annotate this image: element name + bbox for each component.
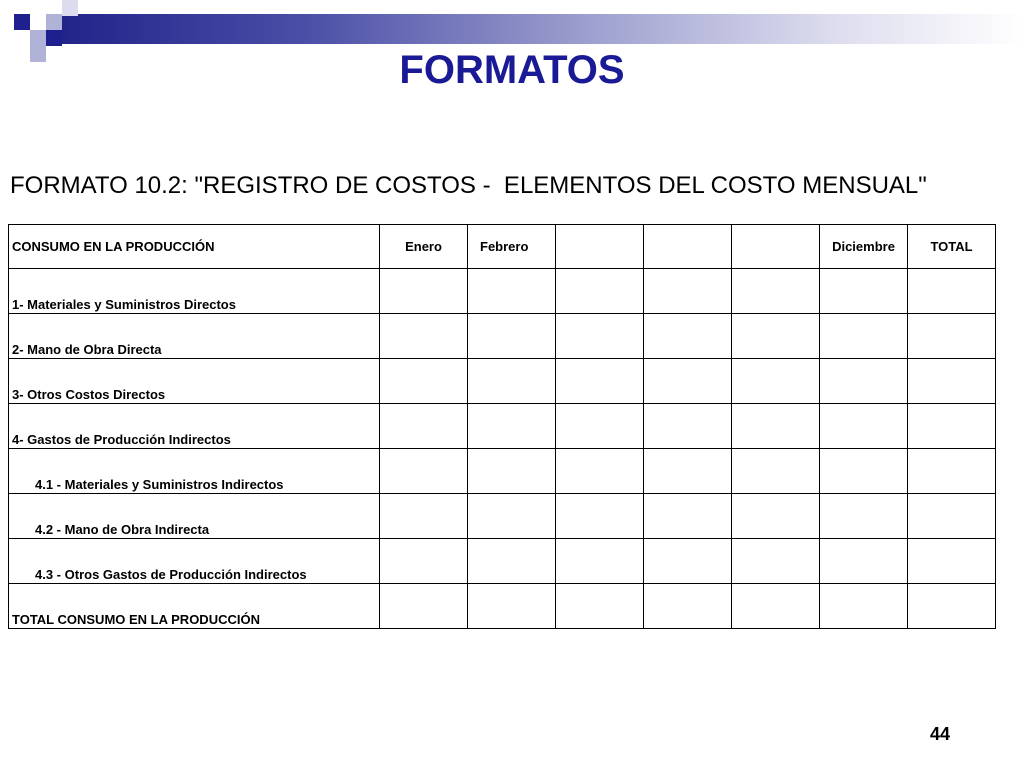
table-row (9, 314, 996, 359)
table-cell (468, 584, 556, 629)
row-label: 4.3 - Otros Gastos de Producción Indirectos (9, 539, 380, 584)
table-cell (468, 404, 556, 449)
table-row (9, 539, 996, 584)
table-cell (820, 404, 908, 449)
table-cell (908, 269, 996, 314)
table-cell (908, 404, 996, 449)
table-cell (644, 404, 732, 449)
table-row (9, 584, 996, 629)
table-cell (732, 539, 820, 584)
table-cell (468, 449, 556, 494)
table-cell (732, 449, 820, 494)
table-cell (820, 359, 908, 404)
table-cell (380, 539, 468, 584)
decor-square (46, 14, 62, 30)
table-cell (644, 494, 732, 539)
table-cell (820, 449, 908, 494)
table-cell (556, 404, 644, 449)
table-cell (556, 584, 644, 629)
table-cell (732, 269, 820, 314)
header-blank (556, 225, 644, 269)
cost-register-table (8, 224, 996, 629)
table-cell (908, 359, 996, 404)
table-cell (468, 269, 556, 314)
table-cell (644, 449, 732, 494)
table-cell (644, 584, 732, 629)
table-cell (468, 539, 556, 584)
table-row (9, 359, 996, 404)
table-cell (820, 494, 908, 539)
row-label: 4.2 - Mano de Obra Indirecta (9, 494, 380, 539)
table-cell (908, 539, 996, 584)
table-cell (556, 449, 644, 494)
header-blank (732, 225, 820, 269)
header-gradient-bar (62, 14, 1024, 44)
format-subtitle: FORMATO 10.2: "REGISTRO DE COSTOS - ELEMENTOS DEL COSTO MENSUAL" (10, 172, 927, 199)
table-header-row (9, 225, 996, 269)
table-cell (380, 269, 468, 314)
header-blank (644, 225, 732, 269)
table-cell (468, 359, 556, 404)
table-cell (556, 269, 644, 314)
table-cell (644, 314, 732, 359)
row-label: 2- Mano de Obra Directa (9, 314, 380, 359)
table-cell (732, 359, 820, 404)
table-cell (820, 269, 908, 314)
table-cell (732, 314, 820, 359)
table-row (9, 269, 996, 314)
table-cell (644, 539, 732, 584)
table-cell (380, 404, 468, 449)
header-concept: CONSUMO EN LA PRODUCCIÓN (9, 225, 380, 269)
table-cell (556, 539, 644, 584)
table-cell (908, 584, 996, 629)
header-total: TOTAL (908, 225, 996, 269)
row-label: 4.1 - Materiales y Suministros Indirectos (9, 449, 380, 494)
table-cell (644, 359, 732, 404)
header-febrero: Febrero (468, 225, 556, 269)
table-cell (556, 314, 644, 359)
header-diciembre: Diciembre (820, 225, 908, 269)
table-cell (820, 584, 908, 629)
table-cell (644, 269, 732, 314)
table-cell (380, 314, 468, 359)
table-row (9, 449, 996, 494)
table-cell (380, 494, 468, 539)
table-row (9, 494, 996, 539)
table-cell (468, 494, 556, 539)
table-cell (908, 314, 996, 359)
table-cell (820, 314, 908, 359)
header-enero: Enero (380, 225, 468, 269)
table-cell (380, 359, 468, 404)
table-cell (732, 494, 820, 539)
page-title: FORMATOS (399, 48, 625, 92)
table-row (9, 404, 996, 449)
table-cell (820, 539, 908, 584)
row-label: 1- Materiales y Suministros Directos (9, 269, 380, 314)
table-cell (556, 494, 644, 539)
table-cell (908, 449, 996, 494)
decor-square (62, 0, 78, 16)
row-label: 4- Gastos de Producción Indirectos (9, 404, 380, 449)
table-cell (468, 314, 556, 359)
table-cell (380, 584, 468, 629)
row-label: TOTAL CONSUMO EN LA PRODUCCIÓN (9, 584, 380, 629)
table-cell (732, 584, 820, 629)
page-number: 44 (930, 724, 951, 744)
row-label: 3- Otros Costos Directos (9, 359, 380, 404)
table-cell (732, 404, 820, 449)
table-cell (380, 449, 468, 494)
decor-square (14, 14, 30, 30)
table-cell (908, 494, 996, 539)
table-cell (556, 359, 644, 404)
